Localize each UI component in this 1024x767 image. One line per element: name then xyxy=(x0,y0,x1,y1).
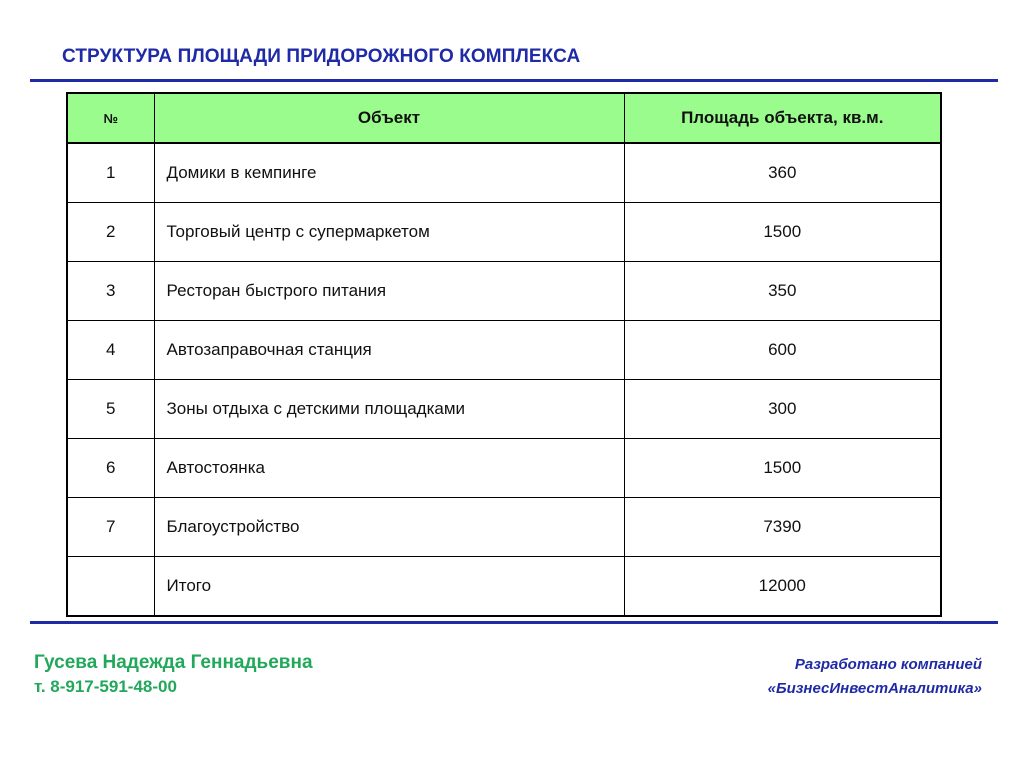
table-row xyxy=(67,498,941,557)
area-table xyxy=(66,92,942,617)
title-divider xyxy=(30,79,998,82)
row-number: 3 xyxy=(67,262,154,321)
column-header-object: Объект xyxy=(154,93,624,143)
row-area: 300 xyxy=(624,380,941,439)
row-number: 6 xyxy=(67,439,154,498)
table-row xyxy=(67,321,941,380)
row-area: 7390 xyxy=(624,498,941,557)
row-number: 7 xyxy=(67,498,154,557)
row-area: 1500 xyxy=(624,439,941,498)
column-header-number: № xyxy=(67,93,154,143)
row-number xyxy=(67,557,154,617)
row-number: 2 xyxy=(67,203,154,262)
developer-credit-line2: «БизнесИнвестАналитика» xyxy=(767,680,982,697)
table-row xyxy=(67,439,941,498)
row-object: Торговый центр с супермаркетом xyxy=(154,203,624,262)
row-area: 360 xyxy=(624,143,941,203)
row-area: 12000 xyxy=(624,557,941,617)
table-row xyxy=(67,262,941,321)
row-object: Итого xyxy=(154,557,624,617)
row-number: 4 xyxy=(67,321,154,380)
footer-divider xyxy=(30,621,998,624)
author-phone: т. 8-917-591-48-00 xyxy=(34,677,177,696)
table-row xyxy=(67,203,941,262)
table-total-row xyxy=(67,557,941,617)
row-object: Благоустройство xyxy=(154,498,624,557)
row-object: Ресторан быстрого питания xyxy=(154,262,624,321)
area-table-container xyxy=(66,92,942,617)
author-contact xyxy=(34,651,313,699)
row-area: 600 xyxy=(624,321,941,380)
developer-credit xyxy=(768,653,982,701)
column-header-area: Площадь объекта, кв.м. xyxy=(624,93,941,143)
row-area: 1500 xyxy=(624,203,941,262)
row-object: Автозаправочная станция xyxy=(154,321,624,380)
row-number: 1 xyxy=(67,143,154,203)
row-number: 5 xyxy=(67,380,154,439)
table-header-row xyxy=(67,93,941,143)
row-object: Домики в кемпинге xyxy=(154,143,624,203)
author-name: Гусева Надежда Геннадьевна xyxy=(34,652,313,673)
table-row xyxy=(67,143,941,203)
row-object: Автостоянка xyxy=(154,439,624,498)
row-object: Зоны отдыха с детскими площадками xyxy=(154,380,624,439)
row-area: 350 xyxy=(624,262,941,321)
developer-credit-line1: Разработано компанией xyxy=(794,656,982,673)
table-row xyxy=(67,380,941,439)
page-title: СТРУКТУРА ПЛОЩАДИ ПРИДОРОЖНОГО КОМПЛЕКСА xyxy=(62,46,581,67)
